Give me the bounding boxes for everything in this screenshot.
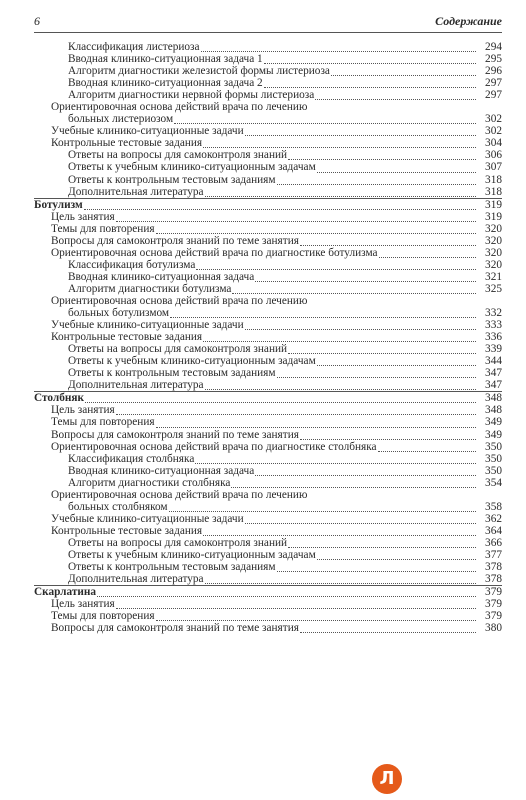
toc-page-number: 379 — [485, 610, 502, 623]
dot-leader — [84, 209, 476, 210]
toc-entry — [34, 404, 502, 416]
dot-leader — [203, 341, 476, 342]
dot-leader — [196, 269, 476, 270]
toc-entry — [34, 343, 502, 355]
dot-leader — [156, 233, 476, 234]
toc-page-number: 336 — [485, 331, 502, 344]
toc-entry — [34, 259, 502, 271]
toc-entry — [34, 186, 502, 198]
dot-leader — [231, 487, 476, 488]
toc-entry-label: Темы для повторения — [51, 416, 155, 429]
toc-page-number: 297 — [485, 89, 502, 102]
dot-leader — [232, 293, 476, 294]
toc-section — [34, 198, 502, 211]
dot-leader — [317, 559, 476, 560]
toc-page-number: 302 — [485, 113, 502, 126]
toc-page-number: 378 — [485, 561, 502, 574]
toc-entry — [34, 137, 502, 149]
toc-page-number: 295 — [485, 53, 502, 66]
toc-page-number: 297 — [485, 77, 502, 90]
dot-leader — [170, 317, 476, 318]
toc-entry — [34, 525, 502, 537]
dot-leader — [156, 620, 476, 621]
table-of-contents — [34, 41, 502, 634]
toc-entry — [34, 223, 502, 235]
toc-entry-label: Вопросы для самоконтроля знаний по теме занятия — [51, 234, 299, 247]
toc-entry-label: Учебные клинико-ситуационные задачи — [51, 512, 244, 525]
dot-leader — [205, 389, 476, 390]
toc-entry — [34, 355, 502, 367]
toc-entry — [34, 125, 502, 137]
toc-page-number: 379 — [485, 586, 502, 599]
toc-entry-label: Цель занятия — [51, 404, 115, 417]
toc-entry — [34, 465, 502, 477]
toc-entry — [34, 549, 502, 561]
dot-leader — [203, 147, 476, 148]
toc-entry-label: Учебные клинико-ситуационные задачи — [51, 319, 244, 332]
publisher-logo: Л — [372, 764, 402, 794]
toc-entry-label: Контрольные тестовые задания — [51, 524, 203, 537]
toc-entry-label: Скарлатина — [34, 586, 97, 599]
dot-leader — [205, 196, 476, 197]
toc-page-number: 349 — [485, 416, 502, 429]
toc-entry-label: Ответы на вопросы для самоконтроля знаний — [68, 149, 288, 162]
toc-section — [34, 391, 502, 404]
toc-entry-label: Ориентировочная основа действий врача по лечению — [51, 101, 308, 114]
toc-page-number: 325 — [485, 282, 502, 295]
toc-page-number: 348 — [485, 404, 502, 417]
toc-entry-label: Алгоритм диагностики ботулизма — [68, 282, 232, 295]
dot-leader — [245, 135, 476, 136]
toc-page-number: 320 — [485, 222, 502, 235]
toc-entry-label: Контрольные тестовые задания — [51, 137, 203, 150]
toc-entry-label: Ответы на вопросы для самоконтроля знаний — [68, 343, 288, 356]
dot-leader — [331, 75, 476, 76]
toc-section — [34, 585, 502, 598]
toc-entry — [34, 77, 502, 89]
running-title: Содержание — [435, 14, 502, 28]
toc-page-number: 339 — [485, 343, 502, 356]
toc-entry-label: Алгоритм диагностики железистой формы листериоза — [68, 65, 330, 78]
dot-leader — [245, 523, 476, 524]
toc-entry — [34, 598, 502, 610]
dot-leader — [156, 427, 476, 428]
toc-page-number: 306 — [485, 149, 502, 162]
toc-page-number: 296 — [485, 65, 502, 78]
toc-entry-label: Контрольные тестовые задания — [51, 331, 203, 344]
toc-entry — [34, 41, 502, 53]
toc-entry — [34, 247, 502, 259]
toc-entry — [34, 622, 502, 634]
dot-leader — [116, 608, 476, 609]
toc-page-number: 319 — [485, 198, 502, 211]
dot-leader — [264, 63, 476, 64]
toc-entry-label: Вводная клинико-ситуационная задача — [68, 464, 255, 477]
toc-entry — [34, 573, 502, 585]
toc-entry — [34, 271, 502, 283]
dot-leader — [378, 451, 476, 452]
toc-page-number: 349 — [485, 428, 502, 441]
toc-entry-label: Ответы к контрольным тестовым заданиям — [68, 561, 276, 574]
toc-entry-label: Ответы к контрольным тестовым заданиям — [68, 173, 276, 186]
toc-page-number: 321 — [485, 270, 502, 283]
dot-leader — [277, 377, 476, 378]
toc-entry-label-continuation: больных листериозом — [68, 113, 174, 126]
toc-entry-label: Столбняк — [34, 392, 85, 405]
toc-entry — [34, 477, 502, 489]
dot-leader — [317, 172, 476, 173]
toc-entry-label: Ответы к контрольным тестовым заданиям — [68, 367, 276, 380]
toc-page-number: 332 — [485, 307, 502, 320]
toc-entry-label: Дополнительная литература — [68, 379, 204, 392]
dot-leader — [264, 87, 476, 88]
toc-entry — [34, 174, 502, 186]
toc-page-number: 320 — [485, 258, 502, 271]
toc-entry-label: Темы для повторения — [51, 610, 155, 623]
toc-page-number: 294 — [485, 41, 502, 53]
dot-leader — [277, 571, 476, 572]
toc-entry — [34, 367, 502, 379]
toc-page-number: 318 — [485, 185, 502, 198]
toc-page-number: 364 — [485, 524, 502, 537]
toc-entry-label: Вопросы для самоконтроля знаний по теме занятия — [51, 428, 299, 441]
toc-entry-label: Ответы на вопросы для самоконтроля знаний — [68, 536, 288, 549]
toc-entry-label: Классификация ботулизма — [68, 258, 196, 271]
toc-entry-label: Ориентировочная основа действий врача по диагностике ботулизма — [51, 246, 378, 259]
toc-entry-label: Классификация листериоза — [68, 41, 200, 53]
toc-entry — [34, 489, 502, 513]
toc-entry-label: Вводная клинико-ситуационная задача — [68, 270, 255, 283]
toc-entry-label: Цель занятия — [51, 598, 115, 611]
toc-entry-label: Учебные клинико-ситуационные задачи — [51, 125, 244, 138]
toc-entry — [34, 235, 502, 247]
dot-leader — [85, 402, 476, 403]
toc-page-number: 319 — [485, 210, 502, 223]
toc-entry — [34, 161, 502, 173]
dot-leader — [116, 221, 476, 222]
dot-leader — [300, 632, 476, 633]
toc-entry-label: Ботулизм — [34, 198, 83, 211]
toc-entry-label: Ориентировочная основа действий врача по лечению — [51, 294, 308, 307]
toc-page-number: 366 — [485, 536, 502, 549]
toc-entry — [34, 65, 502, 77]
toc-page-number: 378 — [485, 573, 502, 586]
toc-entry-label: Дополнительная литература — [68, 573, 204, 586]
dot-leader — [205, 583, 476, 584]
dot-leader — [255, 475, 476, 476]
toc-page-number: 304 — [485, 137, 502, 150]
toc-entry-label: Ответы к учебным клинико-ситуационным задачам — [68, 355, 316, 368]
toc-page-number: 320 — [485, 246, 502, 259]
toc-page-number: 348 — [485, 392, 502, 405]
toc-page-number: 307 — [485, 161, 502, 174]
toc-page-number: 350 — [485, 452, 502, 465]
toc-page-number: 347 — [485, 367, 502, 380]
dot-leader — [315, 99, 476, 100]
toc-entry-label: Темы для повторения — [51, 222, 155, 235]
toc-page-number: 362 — [485, 512, 502, 525]
dot-leader — [203, 535, 476, 536]
dot-leader — [201, 51, 476, 52]
toc-page-number: 377 — [485, 548, 502, 561]
toc-entry — [34, 610, 502, 622]
toc-entry — [34, 295, 502, 319]
dot-leader — [288, 159, 476, 160]
toc-page-number: 344 — [485, 355, 502, 368]
toc-entry-label: Вводная клинико-ситуационная задача 2 — [68, 77, 263, 90]
toc-entry-label: Вопросы для самоконтроля знаний по теме занятия — [51, 622, 299, 635]
toc-entry-label: Ответы к учебным клинико-ситуационным задачам — [68, 161, 316, 174]
toc-page-number: 318 — [485, 173, 502, 186]
toc-entry-label: Дополнительная литература — [68, 185, 204, 198]
toc-entry — [34, 429, 502, 441]
dot-leader — [255, 281, 476, 282]
toc-entry — [34, 416, 502, 428]
dot-leader — [174, 123, 476, 124]
dot-leader — [317, 365, 476, 366]
toc-entry-label: Ориентировочная основа действий врача по лечению — [51, 488, 308, 501]
dot-leader — [300, 439, 476, 440]
page-header — [34, 10, 502, 33]
toc-page-number: 380 — [485, 622, 502, 635]
toc-entry-label-continuation: больных ботулизмом — [68, 307, 170, 320]
toc-entry-label: Алгоритм диагностики нервной формы листериоза — [68, 89, 315, 102]
toc-entry-label: Алгоритм диагностики столбняка — [68, 476, 231, 489]
toc-page-number: 350 — [485, 440, 502, 453]
dot-leader — [169, 511, 476, 512]
toc-page-number: 333 — [485, 319, 502, 332]
toc-entry-label: Ориентировочная основа действий врача по диагностике столбняка — [51, 440, 377, 453]
dot-leader — [288, 353, 476, 354]
toc-entry — [34, 89, 502, 101]
dot-leader — [116, 414, 476, 415]
dot-leader — [288, 547, 476, 548]
dot-leader — [245, 329, 476, 330]
toc-page-number: 379 — [485, 598, 502, 611]
toc-entry — [34, 537, 502, 549]
toc-entry — [34, 379, 502, 391]
toc-page-number: 302 — [485, 125, 502, 138]
toc-page-number: 320 — [485, 234, 502, 247]
toc-entry — [34, 319, 502, 331]
dot-leader — [97, 596, 476, 597]
toc-entry-label: Классификация столбняка — [68, 452, 195, 465]
toc-entry-label: Ответы к учебным клинико-ситуационным задачам — [68, 548, 316, 561]
dot-leader — [379, 257, 476, 258]
toc-entry — [34, 101, 502, 125]
dot-leader — [300, 245, 476, 246]
toc-page-number: 358 — [485, 500, 502, 513]
toc-page-number: 347 — [485, 379, 502, 392]
toc-entry-label: Цель занятия — [51, 210, 115, 223]
page-number: 6 — [34, 14, 40, 28]
toc-entry-label: Вводная клинико-ситуационная задача 1 — [68, 53, 263, 66]
toc-entry — [34, 331, 502, 343]
toc-entry — [34, 561, 502, 573]
toc-entry — [34, 453, 502, 465]
toc-entry — [34, 149, 502, 161]
toc-entry-label-continuation: больных столбняком — [68, 500, 168, 513]
toc-entry — [34, 283, 502, 295]
toc-page-number: 350 — [485, 464, 502, 477]
toc-entry — [34, 211, 502, 223]
toc-entry — [34, 441, 502, 453]
dot-leader — [277, 184, 476, 185]
toc-entry — [34, 53, 502, 65]
toc-entry — [34, 513, 502, 525]
toc-page-number: 354 — [485, 476, 502, 489]
dot-leader — [195, 463, 476, 464]
